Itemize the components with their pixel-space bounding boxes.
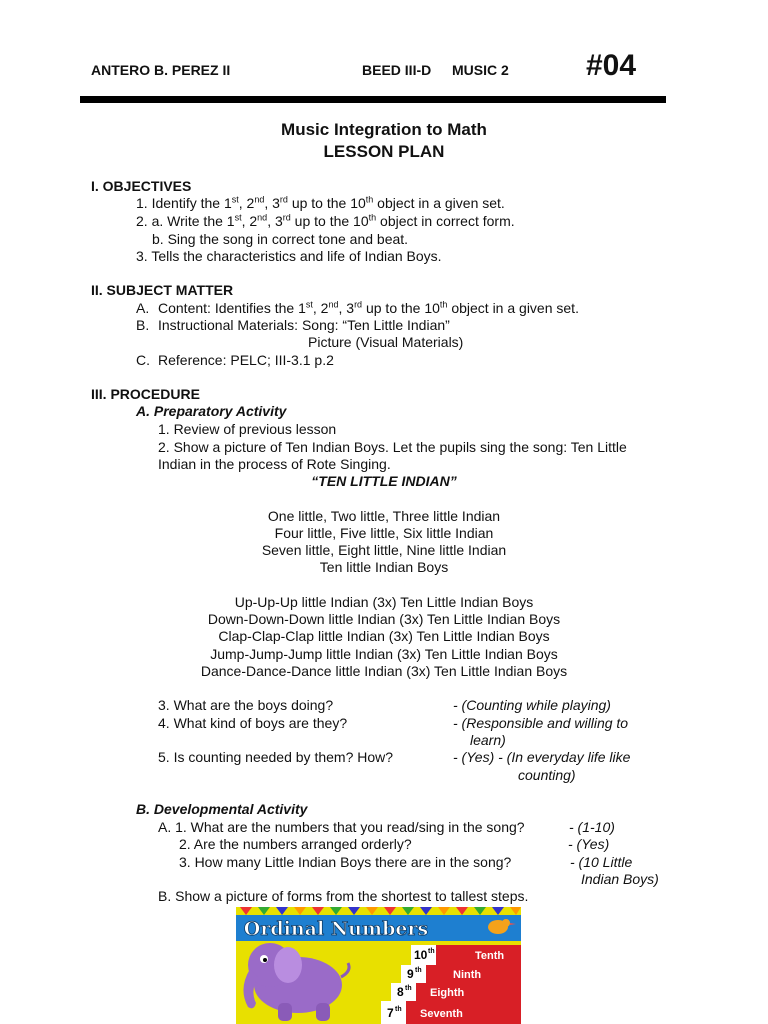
dev-question-3-answer-line-2: Indian Boys) — [581, 871, 659, 887]
step-9-word: Ninth — [453, 969, 482, 981]
prep-item-2-line-1: 2. Show a picture of Ten Indian Boys. Let the pupils sing the song: Ten Little — [158, 439, 627, 455]
prep-item-1: 1. Review of previous lesson — [158, 421, 337, 437]
question-4-answer-line-1: - (Responsible and willing to — [453, 715, 629, 731]
step-7-word: Seventh — [420, 1008, 463, 1020]
song-verse-1-line-1: One little, Two little, Three little Indian — [267, 508, 501, 524]
subject-c-letter: C. — [136, 352, 150, 368]
procedure-heading: III. PROCEDURE — [91, 386, 200, 402]
step-10-number: 10 — [414, 948, 428, 962]
question-5: 5. Is counting needed by them? How? — [158, 749, 394, 765]
dev-question-2-answer: - (Yes) — [568, 836, 610, 852]
step-7-suffix: th — [395, 1006, 402, 1013]
title-line-2: LESSON PLAN — [323, 142, 445, 161]
subject-b-materials-2: Picture (Visual Materials) — [308, 334, 464, 350]
dev-question-2: 2. Are the numbers arranged orderly? — [179, 836, 412, 852]
step-9-suffix: th — [415, 967, 422, 974]
poster-title: Ordinal Numbers — [243, 918, 429, 940]
objective-2a: 2. a. Write the 1st, 2nd, 3rd up to the 10th object in correct form. — [136, 212, 515, 229]
developmental-activity-heading: B. Developmental Activity — [136, 801, 308, 817]
objective-1: 1. Identify the 1st, 2nd, 3rd up to the 10th object in a given set. — [136, 194, 505, 211]
objective-2b: b. Sing the song in correct tone and beat. — [152, 231, 409, 247]
document-number: #04 — [586, 49, 637, 82]
question-5-answer-line-2: counting) — [518, 767, 576, 783]
song-title: “TEN LITTLE INDIAN” — [311, 473, 457, 489]
question-4: 4. What kind of boys are they? — [158, 715, 348, 731]
subject-b-materials: Instructional Materials: Song: “Ten Little Indian” — [158, 317, 450, 333]
question-3: 3. What are the boys doing? — [158, 697, 334, 713]
course-code: BEED III-D — [362, 62, 432, 78]
step-7-number: 7 — [387, 1006, 394, 1020]
step-9-number: 9 — [407, 967, 414, 981]
step-8-suffix: th — [405, 985, 412, 992]
song-verse-1-line-4: Ten little Indian Boys — [319, 559, 449, 575]
song-verse-2-line-2: Down-Down-Down little Indian (3x) Ten Little Indian Boys — [207, 611, 561, 627]
subject-a-letter: A. — [136, 300, 150, 316]
subject-matter-heading: II. SUBJECT MATTER — [91, 282, 234, 298]
subject-code: MUSIC 2 — [452, 62, 509, 78]
step-8-number: 8 — [397, 985, 404, 999]
title-line-1: Music Integration to Math — [281, 120, 487, 139]
song-verse-2-line-4: Jump-Jump-Jump little Indian (3x) Ten Little Indian Boys — [210, 646, 558, 662]
dev-question-3-answer-line-1: - (10 Little — [570, 854, 633, 870]
ordinal-numbers-poster — [236, 907, 521, 1024]
step-8-word: Eighth — [430, 987, 465, 999]
question-4-answer-line-2: learn) — [470, 732, 506, 748]
subject-c-reference: Reference: PELC; III-3.1 p.2 — [158, 352, 334, 368]
dev-item-b: B. Show a picture of forms from the shortest to tallest steps. — [158, 888, 529, 904]
prep-item-2-line-2: Indian in the process of Rote Singing. — [158, 456, 391, 472]
question-5-answer-line-1: - (Yes) - (In everyday life like — [453, 749, 631, 765]
song-verse-2-line-1: Up-Up-Up little Indian (3x) Ten Little Indian Boys — [234, 594, 534, 610]
song-verse-1-line-2: Four little, Five little, Six little Indian — [274, 525, 494, 541]
step-10-word: Tenth — [475, 950, 505, 962]
preparatory-activity-heading: A. Preparatory Activity — [136, 403, 287, 419]
song-verse-1-line-3: Seven little, Eight little, Nine little Indian — [261, 542, 507, 558]
question-3-answer: - (Counting while playing) — [453, 697, 611, 713]
song-verse-2-line-5: Dance-Dance-Dance little Indian (3x) Ten Little Indian Boys — [200, 663, 568, 679]
dev-question-1: A. 1. What are the numbers that you read/sing in the song? — [158, 819, 525, 835]
objectives-heading: I. OBJECTIVES — [91, 178, 192, 194]
author-name: ANTERO B. PEREZ II — [91, 62, 231, 78]
step-10-suffix: th — [428, 948, 435, 955]
subject-a-content: Content: Identifies the 1st, 2nd, 3rd up to the 10th object in a given set. — [158, 299, 579, 316]
header-rule — [80, 96, 666, 103]
dev-question-1-answer: - (1-10) — [569, 819, 615, 835]
objective-3: 3. Tells the characteristics and life of Indian Boys. — [136, 248, 442, 264]
dev-question-3: 3. How many Little Indian Boys there are in the song? — [179, 854, 512, 870]
subject-b-letter: B. — [136, 317, 150, 333]
song-verse-2-line-3: Clap-Clap-Clap little Indian (3x) Ten Little Indian Boys — [218, 628, 550, 644]
